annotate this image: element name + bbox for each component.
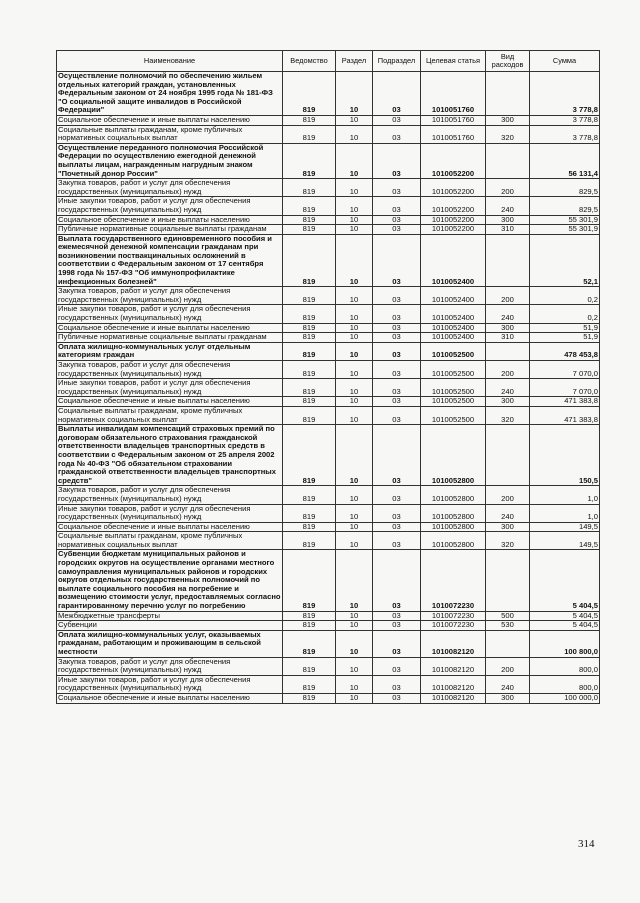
row-razdel: 10 — [336, 504, 373, 522]
row-vid: 200 — [486, 287, 530, 305]
row-vedomstvo: 819 — [283, 225, 336, 235]
row-sum: 150,5 — [530, 425, 600, 486]
row-podrazdel: 03 — [373, 611, 421, 621]
row-sum: 55 301,9 — [530, 215, 600, 225]
row-podrazdel: 03 — [373, 693, 421, 703]
row-podrazdel: 03 — [373, 115, 421, 125]
table-row — [57, 504, 600, 522]
row-vedomstvo: 819 — [283, 323, 336, 333]
row-sum: 800,0 — [530, 675, 600, 693]
row-razdel: 10 — [336, 406, 373, 424]
row-vid: 300 — [486, 693, 530, 703]
row-target: 1010052400 — [421, 287, 486, 305]
table-row — [57, 406, 600, 424]
row-podrazdel: 03 — [373, 287, 421, 305]
table-row — [57, 361, 600, 379]
row-vedomstvo: 819 — [283, 550, 336, 611]
row-podrazdel: 03 — [373, 532, 421, 550]
row-podrazdel: 03 — [373, 621, 421, 631]
row-target: 1010072230 — [421, 611, 486, 621]
row-vedomstvo: 819 — [283, 611, 336, 621]
row-name: Социальные выплаты гражданам, кроме публичных нормативных социальных выплат — [57, 532, 283, 550]
row-vedomstvo: 819 — [283, 125, 336, 143]
row-podrazdel: 03 — [373, 215, 421, 225]
row-podrazdel: 03 — [373, 125, 421, 143]
row-podrazdel: 03 — [373, 72, 421, 116]
row-vid: 320 — [486, 406, 530, 424]
row-podrazdel: 03 — [373, 675, 421, 693]
table-row — [57, 143, 600, 178]
row-razdel: 10 — [336, 621, 373, 631]
row-razdel: 10 — [336, 72, 373, 116]
table-row — [57, 333, 600, 343]
row-razdel: 10 — [336, 225, 373, 235]
row-razdel: 10 — [336, 305, 373, 323]
row-name: Осуществление полномочий по обеспечению жильем отдельных категорий граждан, установленных Федеральным законом от 24 ноября 1995 года № 181-ФЗ "О социальной защите инвалидов в Российской Федерации" — [57, 72, 283, 116]
row-name: Межбюджетные трансферты — [57, 611, 283, 621]
row-podrazdel: 03 — [373, 143, 421, 178]
row-target: 1010052400 — [421, 234, 486, 287]
row-podrazdel: 03 — [373, 305, 421, 323]
row-vedomstvo: 819 — [283, 504, 336, 522]
header-sum: Сумма — [530, 51, 600, 72]
row-target: 1010072230 — [421, 621, 486, 631]
row-vedomstvo: 819 — [283, 621, 336, 631]
row-vedomstvo: 819 — [283, 630, 336, 657]
table-row — [57, 379, 600, 397]
row-sum: 478 453,8 — [530, 342, 600, 360]
row-target: 1010082120 — [421, 693, 486, 703]
row-sum: 3 778,8 — [530, 125, 600, 143]
row-vedomstvo: 819 — [283, 532, 336, 550]
row-razdel: 10 — [336, 532, 373, 550]
row-vid: 240 — [486, 197, 530, 215]
row-vedomstvo: 819 — [283, 143, 336, 178]
row-vid: 200 — [486, 657, 530, 675]
header-razdel: Раздел — [336, 51, 373, 72]
row-vid — [486, 550, 530, 611]
row-target: 1010082120 — [421, 675, 486, 693]
row-target: 1010052800 — [421, 522, 486, 532]
row-razdel: 10 — [336, 657, 373, 675]
row-name: Социальное обеспечение и иные выплаты населению — [57, 693, 283, 703]
row-sum: 5 404,5 — [530, 621, 600, 631]
row-target: 1010052500 — [421, 406, 486, 424]
page-number: 314 — [578, 838, 595, 850]
row-sum: 0,2 — [530, 287, 600, 305]
row-podrazdel: 03 — [373, 550, 421, 611]
row-razdel: 10 — [336, 125, 373, 143]
row-target: 1010052800 — [421, 504, 486, 522]
row-podrazdel: 03 — [373, 522, 421, 532]
row-vedomstvo: 819 — [283, 342, 336, 360]
row-vid: 200 — [486, 179, 530, 197]
row-name: Закупка товаров, работ и услуг для обеспечения государственных (муниципальных) нужд — [57, 361, 283, 379]
row-target: 1010052800 — [421, 425, 486, 486]
row-name: Социальное обеспечение и иные выплаты населению — [57, 115, 283, 125]
row-sum: 51,9 — [530, 323, 600, 333]
row-sum: 829,5 — [530, 179, 600, 197]
row-podrazdel: 03 — [373, 361, 421, 379]
row-vedomstvo: 819 — [283, 693, 336, 703]
row-target: 1010052200 — [421, 143, 486, 178]
table-row — [57, 225, 600, 235]
row-name: Иные закупки товаров, работ и услуг для обеспечения государственных (муниципальных) нужд — [57, 675, 283, 693]
row-sum: 471 383,8 — [530, 406, 600, 424]
row-sum: 800,0 — [530, 657, 600, 675]
row-vid — [486, 143, 530, 178]
row-vid: 300 — [486, 215, 530, 225]
row-target: 1010051760 — [421, 125, 486, 143]
row-vid — [486, 630, 530, 657]
row-target: 1010052400 — [421, 333, 486, 343]
row-name: Осуществление переданного полномочия Российской Федерации по осуществлению ежегодной денежной выплаты лицам, награжденным нагрудным знаком "Почетный донор России" — [57, 143, 283, 178]
row-vid: 240 — [486, 379, 530, 397]
row-name: Социальные выплаты гражданам, кроме публичных нормативных социальных выплат — [57, 125, 283, 143]
row-razdel: 10 — [336, 522, 373, 532]
row-razdel: 10 — [336, 143, 373, 178]
row-vedomstvo: 819 — [283, 197, 336, 215]
row-podrazdel: 03 — [373, 630, 421, 657]
table-row — [57, 115, 600, 125]
row-vid: 530 — [486, 621, 530, 631]
row-razdel: 10 — [336, 675, 373, 693]
row-name: Закупка товаров, работ и услуг для обеспечения государственных (муниципальных) нужд — [57, 657, 283, 675]
row-name: Выплата государственного единовременного пособия и ежемесячной денежной компенсации гражданам при возникновении поствакцинальных осложнений в соответствии с Федеральным законом от 17 сентября 1998 года № 157-ФЗ "Об иммунопрофилактике инфекционных болезней" — [57, 234, 283, 287]
row-vid: 200 — [486, 361, 530, 379]
row-name: Социальное обеспечение и иные выплаты населению — [57, 397, 283, 407]
row-vid: 200 — [486, 486, 530, 504]
table-body — [57, 72, 600, 704]
row-sum: 1,0 — [530, 486, 600, 504]
row-podrazdel: 03 — [373, 225, 421, 235]
row-target: 1010052400 — [421, 305, 486, 323]
row-target: 1010052200 — [421, 179, 486, 197]
row-vid: 310 — [486, 225, 530, 235]
row-vid: 240 — [486, 675, 530, 693]
row-name: Иные закупки товаров, работ и услуг для обеспечения государственных (муниципальных) нужд — [57, 197, 283, 215]
table-row — [57, 675, 600, 693]
row-target: 1010052500 — [421, 342, 486, 360]
row-target: 1010052500 — [421, 397, 486, 407]
table-row — [57, 125, 600, 143]
table-row — [57, 550, 600, 611]
row-podrazdel: 03 — [373, 342, 421, 360]
row-vid: 300 — [486, 115, 530, 125]
table-row — [57, 657, 600, 675]
row-sum: 7 070,0 — [530, 379, 600, 397]
row-sum: 1,0 — [530, 504, 600, 522]
row-sum: 100 000,0 — [530, 693, 600, 703]
row-vedomstvo: 819 — [283, 72, 336, 116]
table-row — [57, 305, 600, 323]
row-target: 1010052200 — [421, 197, 486, 215]
row-podrazdel: 03 — [373, 406, 421, 424]
row-target: 1010051760 — [421, 72, 486, 116]
row-podrazdel: 03 — [373, 179, 421, 197]
table-row — [57, 179, 600, 197]
row-sum: 149,5 — [530, 522, 600, 532]
table-row — [57, 486, 600, 504]
row-razdel: 10 — [336, 379, 373, 397]
row-podrazdel: 03 — [373, 379, 421, 397]
row-razdel: 10 — [336, 234, 373, 287]
header-name: Наименование — [57, 51, 283, 72]
row-vedomstvo: 819 — [283, 522, 336, 532]
row-podrazdel: 03 — [373, 197, 421, 215]
row-razdel: 10 — [336, 397, 373, 407]
table-row — [57, 287, 600, 305]
row-sum: 5 404,5 — [530, 611, 600, 621]
table-row — [57, 72, 600, 116]
row-name: Социальное обеспечение и иные выплаты населению — [57, 215, 283, 225]
row-razdel: 10 — [336, 333, 373, 343]
row-name: Иные закупки товаров, работ и услуг для обеспечения государственных (муниципальных) нужд — [57, 305, 283, 323]
row-name: Закупка товаров, работ и услуг для обеспечения государственных (муниципальных) нужд — [57, 287, 283, 305]
row-target: 1010051760 — [421, 115, 486, 125]
row-vedomstvo: 819 — [283, 675, 336, 693]
row-vedomstvo: 819 — [283, 333, 336, 343]
row-razdel: 10 — [336, 611, 373, 621]
table-header-row — [57, 51, 600, 72]
row-target: 1010082120 — [421, 630, 486, 657]
row-target: 1010052400 — [421, 323, 486, 333]
row-vedomstvo: 819 — [283, 215, 336, 225]
row-razdel: 10 — [336, 342, 373, 360]
row-sum: 829,5 — [530, 197, 600, 215]
row-vedomstvo: 819 — [283, 305, 336, 323]
row-sum: 51,9 — [530, 333, 600, 343]
row-vid — [486, 425, 530, 486]
header-vedomstvo: Ведомство — [283, 51, 336, 72]
row-vid: 300 — [486, 522, 530, 532]
row-podrazdel: 03 — [373, 323, 421, 333]
table-row — [57, 611, 600, 621]
table-row — [57, 532, 600, 550]
row-vedomstvo: 819 — [283, 657, 336, 675]
row-razdel: 10 — [336, 287, 373, 305]
row-podrazdel: 03 — [373, 234, 421, 287]
row-sum: 149,5 — [530, 532, 600, 550]
row-name: Оплата жилищно-коммунальных услуг отдельным категориям граждан — [57, 342, 283, 360]
row-razdel: 10 — [336, 425, 373, 486]
row-vedomstvo: 819 — [283, 287, 336, 305]
row-vid: 500 — [486, 611, 530, 621]
row-name: Субвенции бюджетам муниципальных районов и городских округов на осуществление органами местного самоуправления муниципальных районов и городских округов отдельных государственных полномочий по выплате социального пособия на погребение и возмещению стоимости услуг, предоставляемых согласно гарантированному перечню услуг по погребению — [58, 549, 281, 611]
row-vedomstvo: 819 — [283, 179, 336, 197]
row-name: Социальные выплаты гражданам, кроме публичных нормативных социальных выплат — [57, 406, 283, 424]
row-name: Закупка товаров, работ и услуг для обеспечения государственных (муниципальных) нужд — [57, 486, 283, 504]
row-sum: 5 404,5 — [530, 550, 600, 611]
row-razdel: 10 — [336, 215, 373, 225]
row-vid: 300 — [486, 323, 530, 333]
row-sum: 0,2 — [530, 305, 600, 323]
row-target: 1010052200 — [421, 225, 486, 235]
row-name: Оплата жилищно-коммунальных услуг, оказываемых гражданам, работающим и проживающим в сельской местности — [57, 630, 283, 657]
row-vedomstvo: 819 — [283, 361, 336, 379]
row-sum: 55 301,9 — [530, 225, 600, 235]
row-vid: 320 — [486, 532, 530, 550]
row-vid: 240 — [486, 504, 530, 522]
row-vid — [486, 342, 530, 360]
row-podrazdel: 03 — [373, 333, 421, 343]
row-razdel: 10 — [336, 323, 373, 333]
table-row — [57, 425, 600, 486]
table-row — [57, 234, 600, 287]
row-podrazdel: 03 — [373, 657, 421, 675]
row-target: 1010082120 — [421, 657, 486, 675]
row-vedomstvo: 819 — [283, 234, 336, 287]
row-vid: 310 — [486, 333, 530, 343]
table-row — [57, 342, 600, 360]
row-sum: 7 070,0 — [530, 361, 600, 379]
header-target: Целевая статья — [421, 51, 486, 72]
row-target: 1010052200 — [421, 215, 486, 225]
row-name: Социальное обеспечение и иные выплаты населению — [57, 323, 283, 333]
row-vedomstvo: 819 — [283, 425, 336, 486]
row-vedomstvo: 819 — [283, 397, 336, 407]
row-podrazdel: 03 — [373, 504, 421, 522]
header-podrazdel: Подраздел — [373, 51, 421, 72]
row-target: 1010052500 — [421, 361, 486, 379]
row-name: Иные закупки товаров, работ и услуг для обеспечения государственных (муниципальных) нужд — [57, 504, 283, 522]
row-sum: 100 800,0 — [530, 630, 600, 657]
row-razdel: 10 — [336, 693, 373, 703]
row-sum: 3 778,8 — [530, 72, 600, 116]
row-target: 1010072230 — [421, 550, 486, 611]
row-podrazdel: 03 — [373, 486, 421, 504]
table-row — [57, 621, 600, 631]
row-name: Иные закупки товаров, работ и услуг для обеспечения государственных (муниципальных) нужд — [57, 379, 283, 397]
budget-table — [56, 50, 600, 704]
row-name: Социальное обеспечение и иные выплаты населению — [57, 522, 283, 532]
row-vid: 300 — [486, 397, 530, 407]
row-target: 1010052500 — [421, 379, 486, 397]
row-name: Субвенции — [57, 621, 283, 631]
row-vedomstvo: 819 — [283, 379, 336, 397]
header-vid: Вид расходов — [486, 51, 530, 72]
row-sum: 52,1 — [530, 234, 600, 287]
row-vid — [486, 72, 530, 116]
row-name: Выплаты инвалидам компенсаций страховых премий по договорам обязательного страхования гражданской ответственности владельцев транспортных средств в соответствии с Федеральным законом от 25 апреля 2002 года № 40-ФЗ "Об обязательном страховании гражданской ответственности владельцев транспортных средств" — [57, 425, 283, 486]
table-row — [57, 630, 600, 657]
row-vedomstvo: 819 — [283, 406, 336, 424]
row-razdel: 10 — [336, 115, 373, 125]
row-razdel: 10 — [336, 361, 373, 379]
row-podrazdel: 03 — [373, 397, 421, 407]
row-razdel: 10 — [336, 630, 373, 657]
row-vid — [486, 234, 530, 287]
row-sum: 471 383,8 — [530, 397, 600, 407]
row-target: 1010052800 — [421, 486, 486, 504]
row-name: Публичные нормативные социальные выплаты гражданам — [57, 333, 283, 343]
row-razdel: 10 — [336, 486, 373, 504]
row-razdel: 10 — [336, 179, 373, 197]
row-name: Закупка товаров, работ и услуг для обеспечения государственных (муниципальных) нужд — [57, 179, 283, 197]
row-target: 1010052800 — [421, 532, 486, 550]
row-vedomstvo: 819 — [283, 115, 336, 125]
table-row — [57, 197, 600, 215]
row-podrazdel: 03 — [373, 425, 421, 486]
row-name: Публичные нормативные социальные выплаты гражданам — [57, 225, 283, 235]
row-sum: 56 131,4 — [530, 143, 600, 178]
row-razdel: 10 — [336, 550, 373, 611]
row-vid: 320 — [486, 125, 530, 143]
row-vedomstvo: 819 — [283, 486, 336, 504]
table-row — [57, 693, 600, 703]
row-razdel: 10 — [336, 197, 373, 215]
row-sum: 3 778,8 — [530, 115, 600, 125]
row-vid: 240 — [486, 305, 530, 323]
